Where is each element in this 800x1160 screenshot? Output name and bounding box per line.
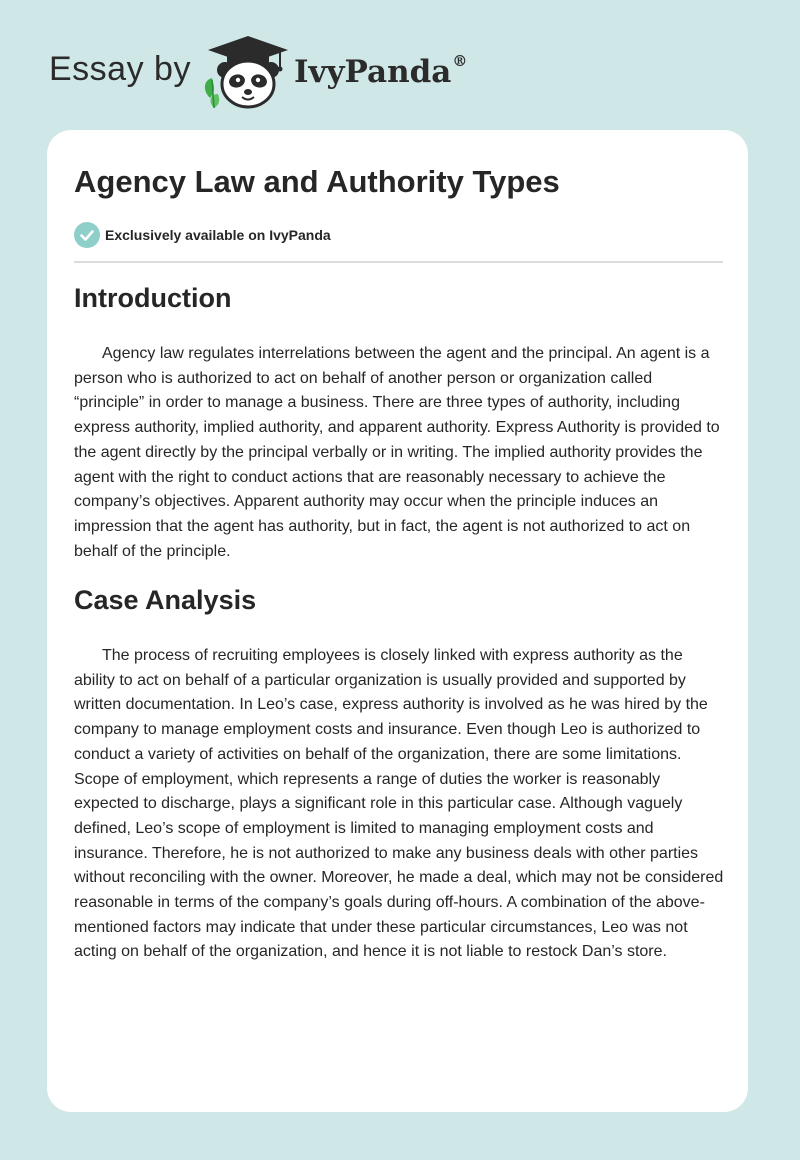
registered-mark: ® bbox=[452, 52, 468, 70]
title-divider bbox=[74, 261, 723, 263]
panda-graduation-cap-icon[interactable] bbox=[200, 34, 296, 110]
exclusive-badge bbox=[74, 222, 331, 248]
paragraph-case-analysis: The process of recruiting employees is closely linked with express authority as the ability to act on behalf of a particular organization is usually provided and supported by written documentation. In Leo’s case, express authority is involved as he was hired by the company to manage employment costs and insurance. Even though Leo is authorized to conduct a variety of activities on behalf of the organization, there are some limitations. Scope of employment, which represents a range of duties the worker is reasonably expected to discharge, plays a significant role in this particular case. Although vaguely defined, Leo’s scope of employment is limited to managing employment costs and insurance. Therefore, he is not authorized to make any business deals with other parties without reconciling with the owner. Moreover, he made a deal, which may not be considered reasonable in terms of the company’s goals during off-hours. A combination of the above-mentioned factors may indicate that under these particular circumstances, Leo was not acting on behalf of the organization, and hence it is not liable to restock Dan’s store. bbox=[74, 647, 724, 961]
brand-name-text: IvyPanda bbox=[294, 54, 452, 90]
section-heading-introduction: Introduction bbox=[74, 283, 232, 313]
section-heading-case-analysis: Case Analysis bbox=[74, 585, 257, 615]
site-header bbox=[0, 0, 800, 130]
badge-text: Exclusively available on IvyPanda bbox=[105, 227, 331, 243]
brand-name[interactable] bbox=[294, 54, 467, 90]
essay-title: Agency Law and Authority Types bbox=[74, 164, 560, 199]
essay-card bbox=[47, 130, 748, 1112]
brand-prefix: Essay by bbox=[49, 50, 191, 88]
paragraph-introduction: Agency law regulates interrelations between the agent and the principal. An agent is a person who is authorized to act on behalf of another person or organization called “principle” in order to manage a business. There are three types of authority, including express authority, implied authority, and apparent authority. Express Authority is provided to the agent directly by the principal verbally or in writing. The implied authority provides the agent with the right to conduct actions that are reasonably necessary to achieve the company’s objectives. Apparent authority may occur when the principle induces an impression that the agent has authority, but in fact, the agent is not authorized to act on behalf of the principle. bbox=[74, 345, 720, 560]
check-circle-icon bbox=[74, 222, 100, 248]
